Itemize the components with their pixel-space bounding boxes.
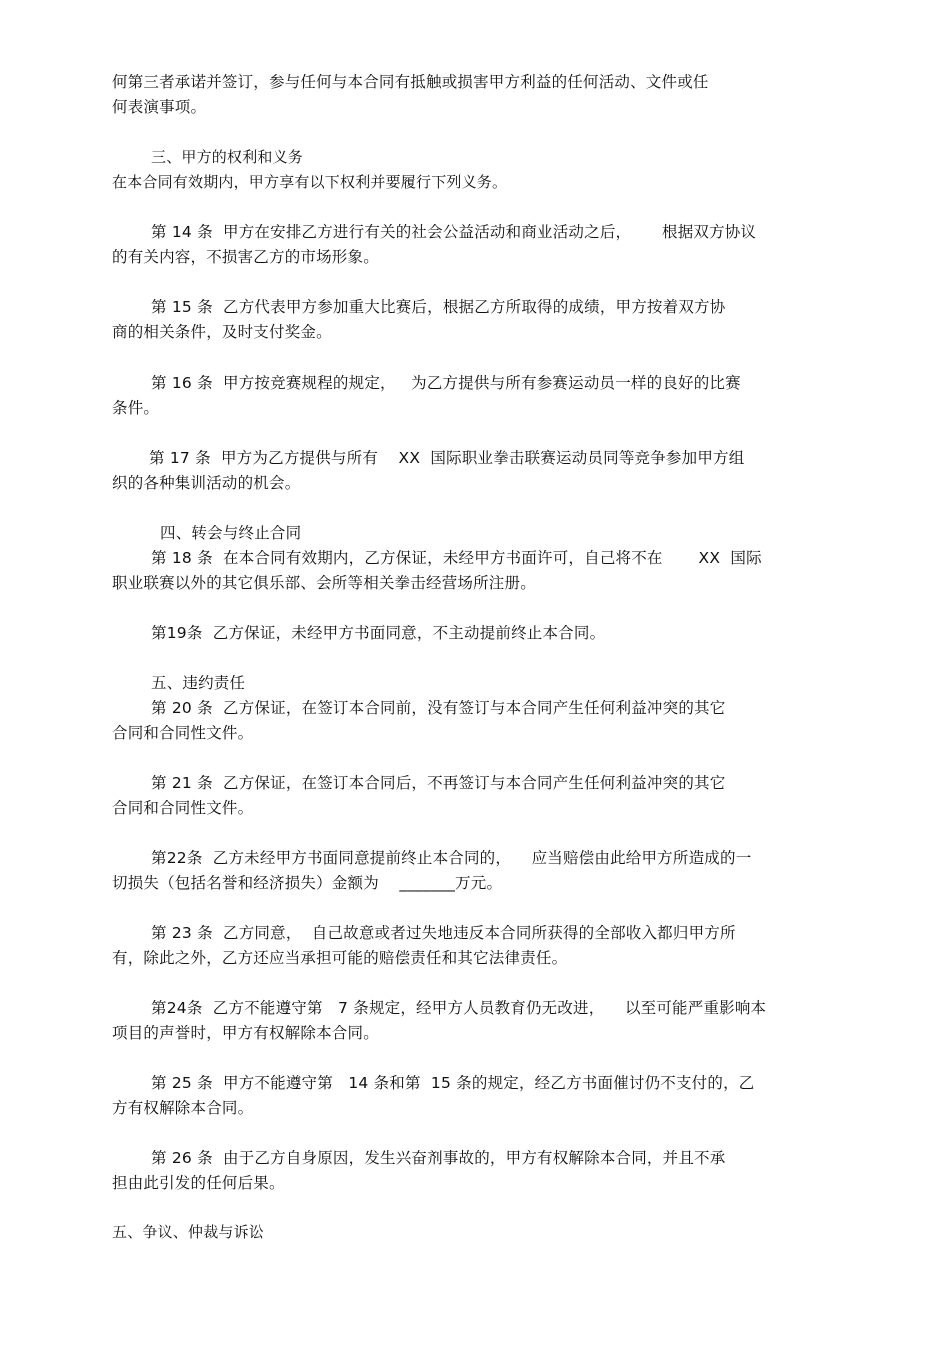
clause-26-line-2: 担由此引发的任何后果。 [112, 1174, 285, 1192]
clause-18-line-1: 第 18 条 在本合同有效期内，乙方保证，未经甲方书面许可，自己将不在 XX 国际 [151, 549, 762, 567]
clause-24-line-1: 第24条 乙方不能遵守第 7 条规定，经甲方人员教育仍无改进， 以至可能严重影响本 [151, 999, 767, 1017]
section-heading: 四、转会与终止合同 [160, 524, 302, 542]
clause-15-line-1: 第 15 条 乙方代表甲方参加重大比赛后，根据乙方所取得的成绩，甲方按着双方协 [151, 298, 726, 316]
clause-26-line-1: 第 26 条 由于乙方自身原因，发生兴奋剂事故的，甲方有权解除本合同，并且不承 [151, 1149, 726, 1167]
section-heading: 五、违约责任 [151, 674, 246, 692]
clause-18-line-2: 职业联赛以外的其它俱乐部、会所等相关拳击经营场所注册。 [112, 574, 536, 592]
clause-25-line-2: 方有权解除本合同。 [112, 1099, 254, 1117]
clause-20-line-2: 合同和合同性文件。 [112, 724, 254, 742]
clause-16-line-2: 条件。 [112, 399, 160, 417]
clause-19-line-1: 第19条 乙方保证，未经甲方书面同意，不主动提前终止本合同。 [151, 624, 606, 642]
clause-21-line-1: 第 21 条 乙方保证，在签订本合同后，不再签订与本合同产生任何利益冲突的其它 [151, 774, 726, 792]
clause-25-line-1: 第 25 条 甲方不能遵守第 14 条和第 15 条的规定，经乙方书面催讨仍不支付的，乙 [151, 1074, 755, 1092]
clause-17-line-2: 织的各种集训活动的机会。 [112, 474, 301, 492]
clause-16-line-1: 第 16 条 甲方按竞赛规程的规定， 为乙方提供与所有参赛运动员一样的良好的比赛 [151, 374, 741, 392]
clause-23-line-1: 第 23 条 乙方同意， 自己故意或者过失地违反本合同所获得的全部收入都归甲方所 [151, 924, 736, 942]
text-line: 在本合同有效期内，甲方享有以下权利并要履行下列义务。 [112, 173, 508, 191]
clause-22-line-1: 第22条 乙方未经甲方书面同意提前终止本合同的， 应当赔偿由此给甲方所造成的一 [151, 849, 752, 867]
text-line: 何表演事项。 [112, 98, 207, 116]
section-heading: 三、甲方的权利和义务 [151, 148, 304, 166]
clause-23-line-2: 有，除此之外，乙方还应当承担可能的赔偿责任和其它法律责任。 [112, 949, 568, 967]
section-heading: 五、争议、仲裁与诉讼 [112, 1223, 265, 1241]
text-line: 何第三者承诺并签订，参与任何与本合同有抵触或损害甲方利益的任何活动、文件或任 [112, 73, 709, 91]
clause-20-line-1: 第 20 条 乙方保证，在签订本合同前，没有签订与本合同产生任何利益冲突的其它 [151, 699, 726, 717]
clause-22-line-2: 切损失（包括名誉和经济损失）金额为 _______万元。 [112, 874, 503, 892]
clause-17-line-1: 第 17 条 甲方为乙方提供与所有 XX 国际职业拳击联赛运动员同等竞争参加甲方组 [149, 449, 745, 467]
clause-14-line-2: 的有关内容，不损害乙方的市场形象。 [112, 248, 379, 266]
clause-14-line-1: 第 14 条 甲方在安排乙方进行有关的社会公益活动和商业活动之后， 根据双方协议 [151, 223, 757, 241]
clause-24-line-2: 项目的声誉时，甲方有权解除本合同。 [112, 1024, 379, 1042]
clause-15-line-2: 商的相关条件，及时支付奖金。 [112, 323, 332, 341]
clause-21-line-2: 合同和合同性文件。 [112, 799, 254, 817]
